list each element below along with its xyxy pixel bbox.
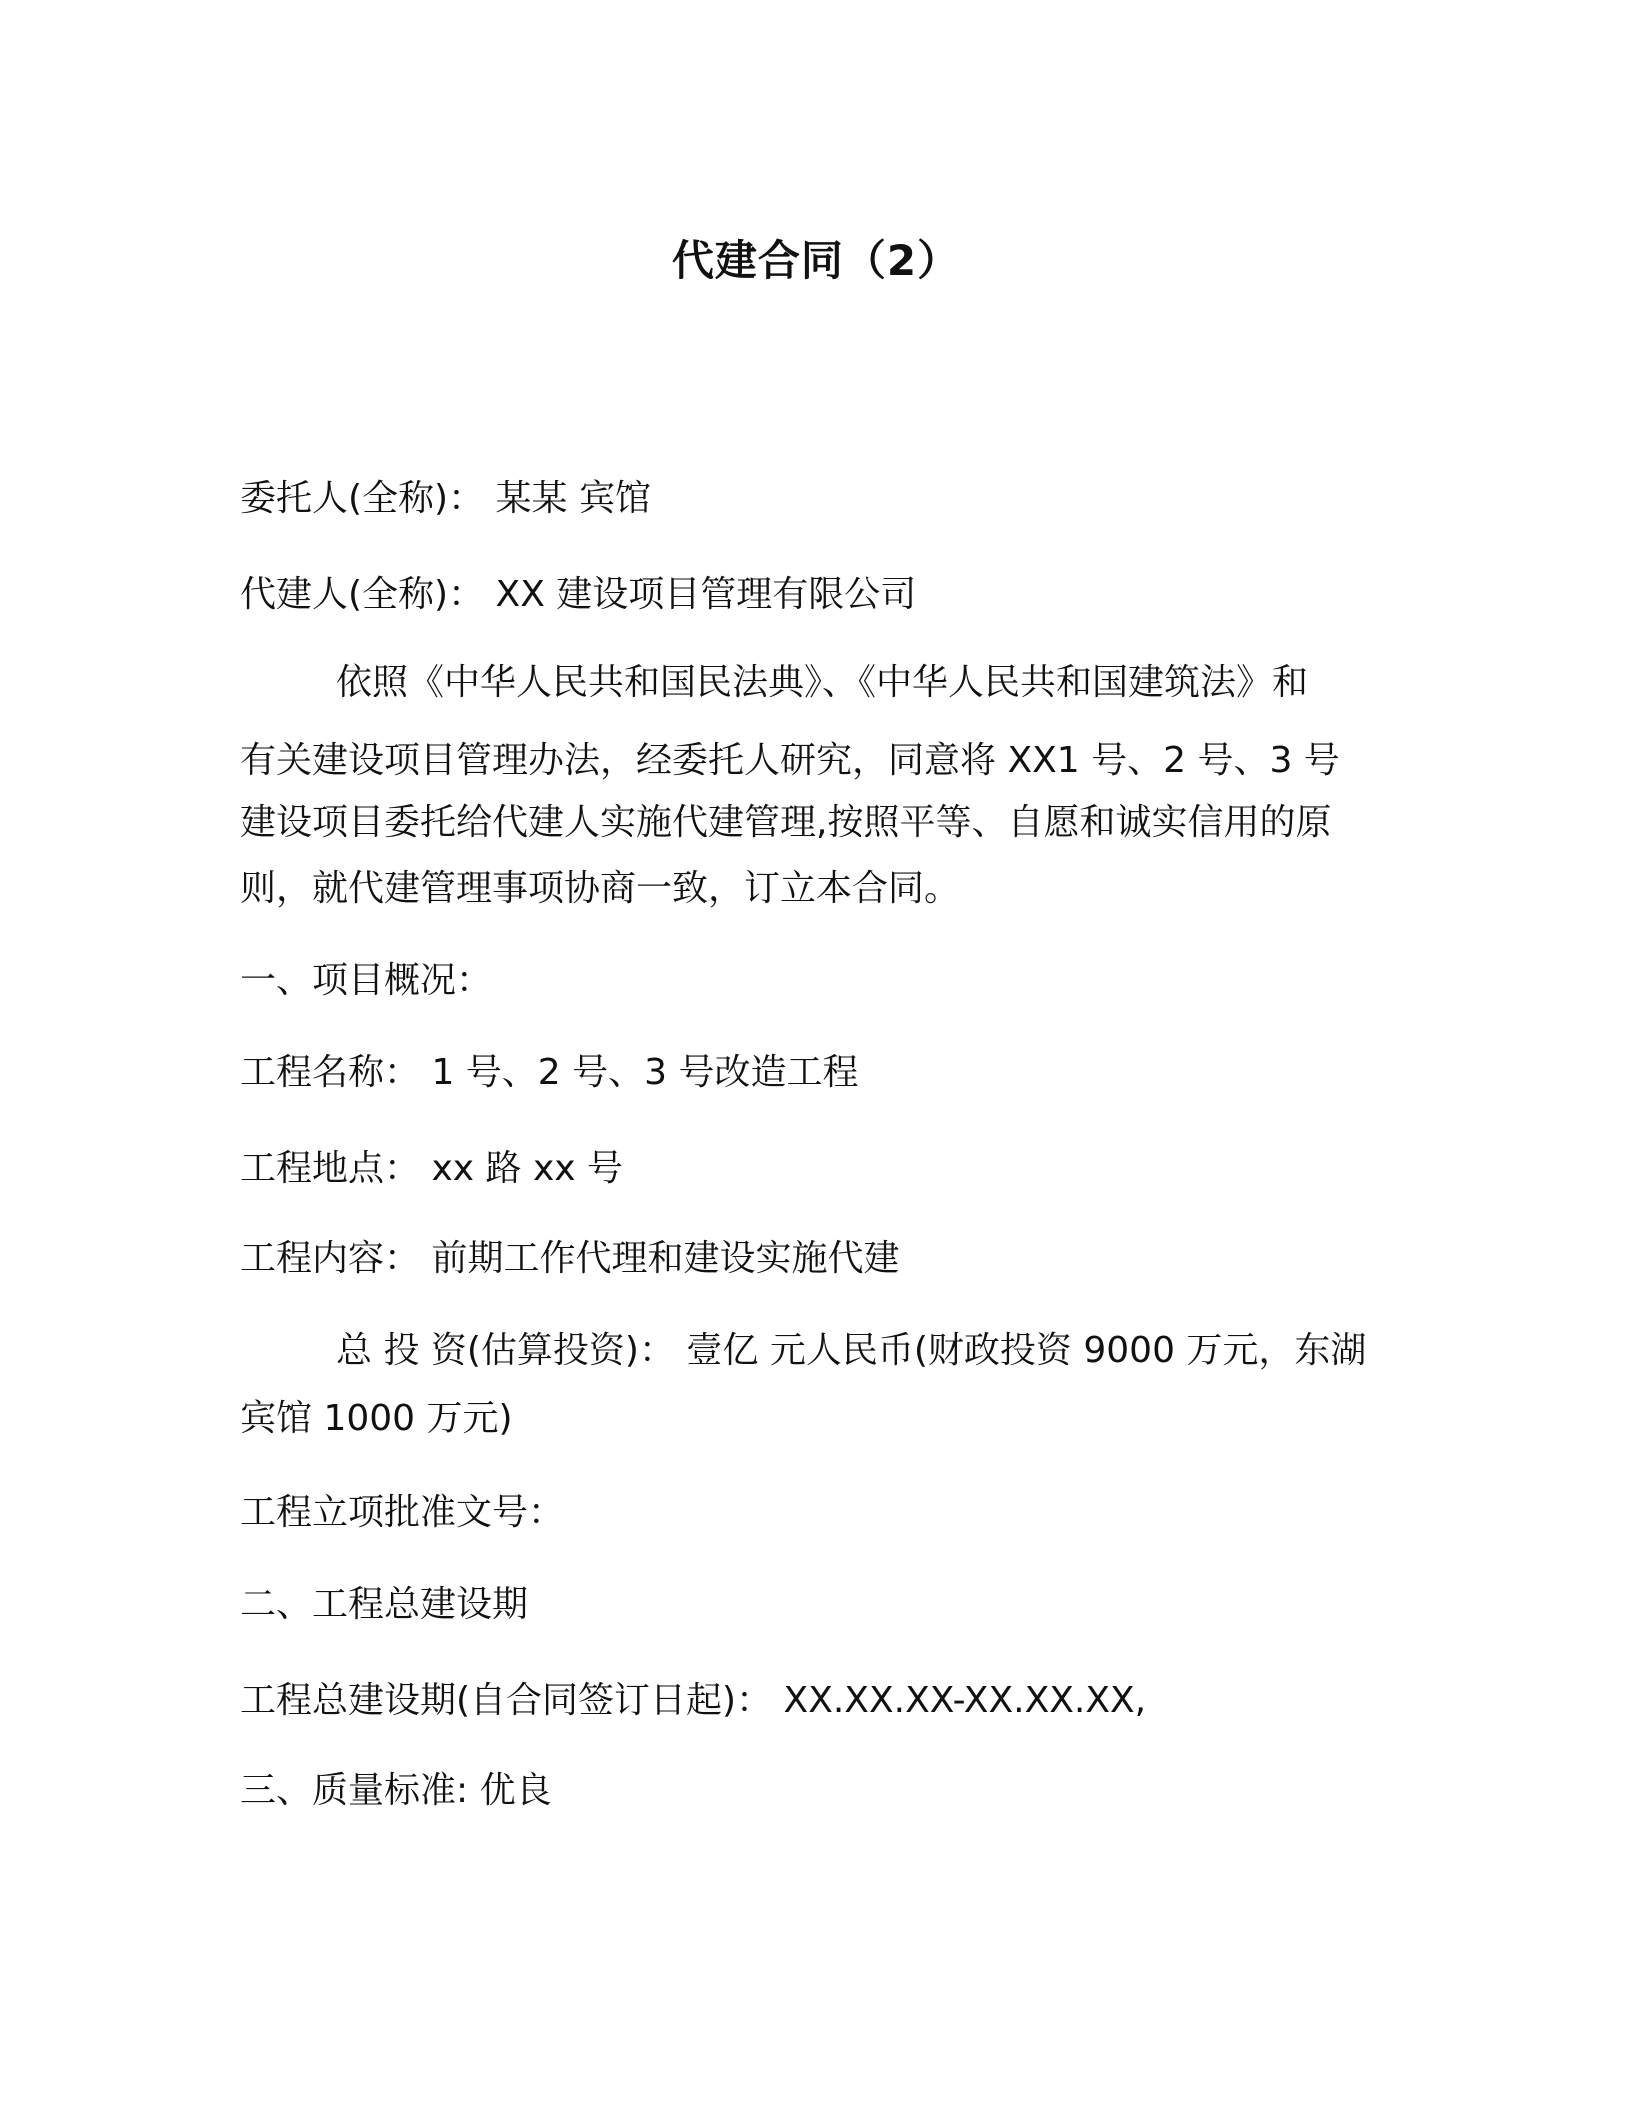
approval-number-line: 工程立项批准文号： bbox=[240, 1492, 565, 1533]
investment-line-1: 总 投 资(估算投资)： 壹亿 元人民币(财政投资 9000 万元，东湖 bbox=[336, 1330, 1367, 1371]
principal-line: 委托人(全称)： 某某 宾馆 bbox=[240, 478, 651, 519]
investment-line-2: 宾馆 1000 万元) bbox=[240, 1398, 513, 1439]
intro-line-1: 依照《中华人民共和国民法典》、《中华人民共和国建筑法》和 bbox=[336, 662, 1309, 703]
project-name-line: 工程名称： 1 号、2 号、3 号改造工程 bbox=[240, 1052, 859, 1093]
intro-line-2: 有关建设项目管理办法，经委托人研究，同意将 XX1 号、2 号、3 号 bbox=[240, 740, 1340, 781]
document-title: 代建合同（2） bbox=[671, 236, 961, 285]
intro-line-3: 建设项目委托给代建人实施代建管理,按照平等、自愿和诚实信用的原 bbox=[240, 802, 1332, 843]
section-2-heading: 二、工程总建设期 bbox=[240, 1584, 529, 1625]
project-location-line: 工程地点： xx 路 xx 号 bbox=[240, 1148, 623, 1189]
section-3-heading: 三、质量标准: 优良 bbox=[240, 1770, 552, 1811]
construction-period-line: 工程总建设期(自合同签订日起)： XX.XX.XX-XX.XX.XX, bbox=[240, 1680, 1147, 1721]
project-content-line: 工程内容： 前期工作代理和建设实施代建 bbox=[240, 1238, 900, 1279]
section-1-heading: 一、项目概况： bbox=[240, 960, 493, 1001]
agent-line: 代建人(全称)： XX 建设项目管理有限公司 bbox=[240, 574, 917, 615]
intro-line-4: 则，就代建管理事项协商一致，订立本合同。 bbox=[240, 868, 961, 909]
